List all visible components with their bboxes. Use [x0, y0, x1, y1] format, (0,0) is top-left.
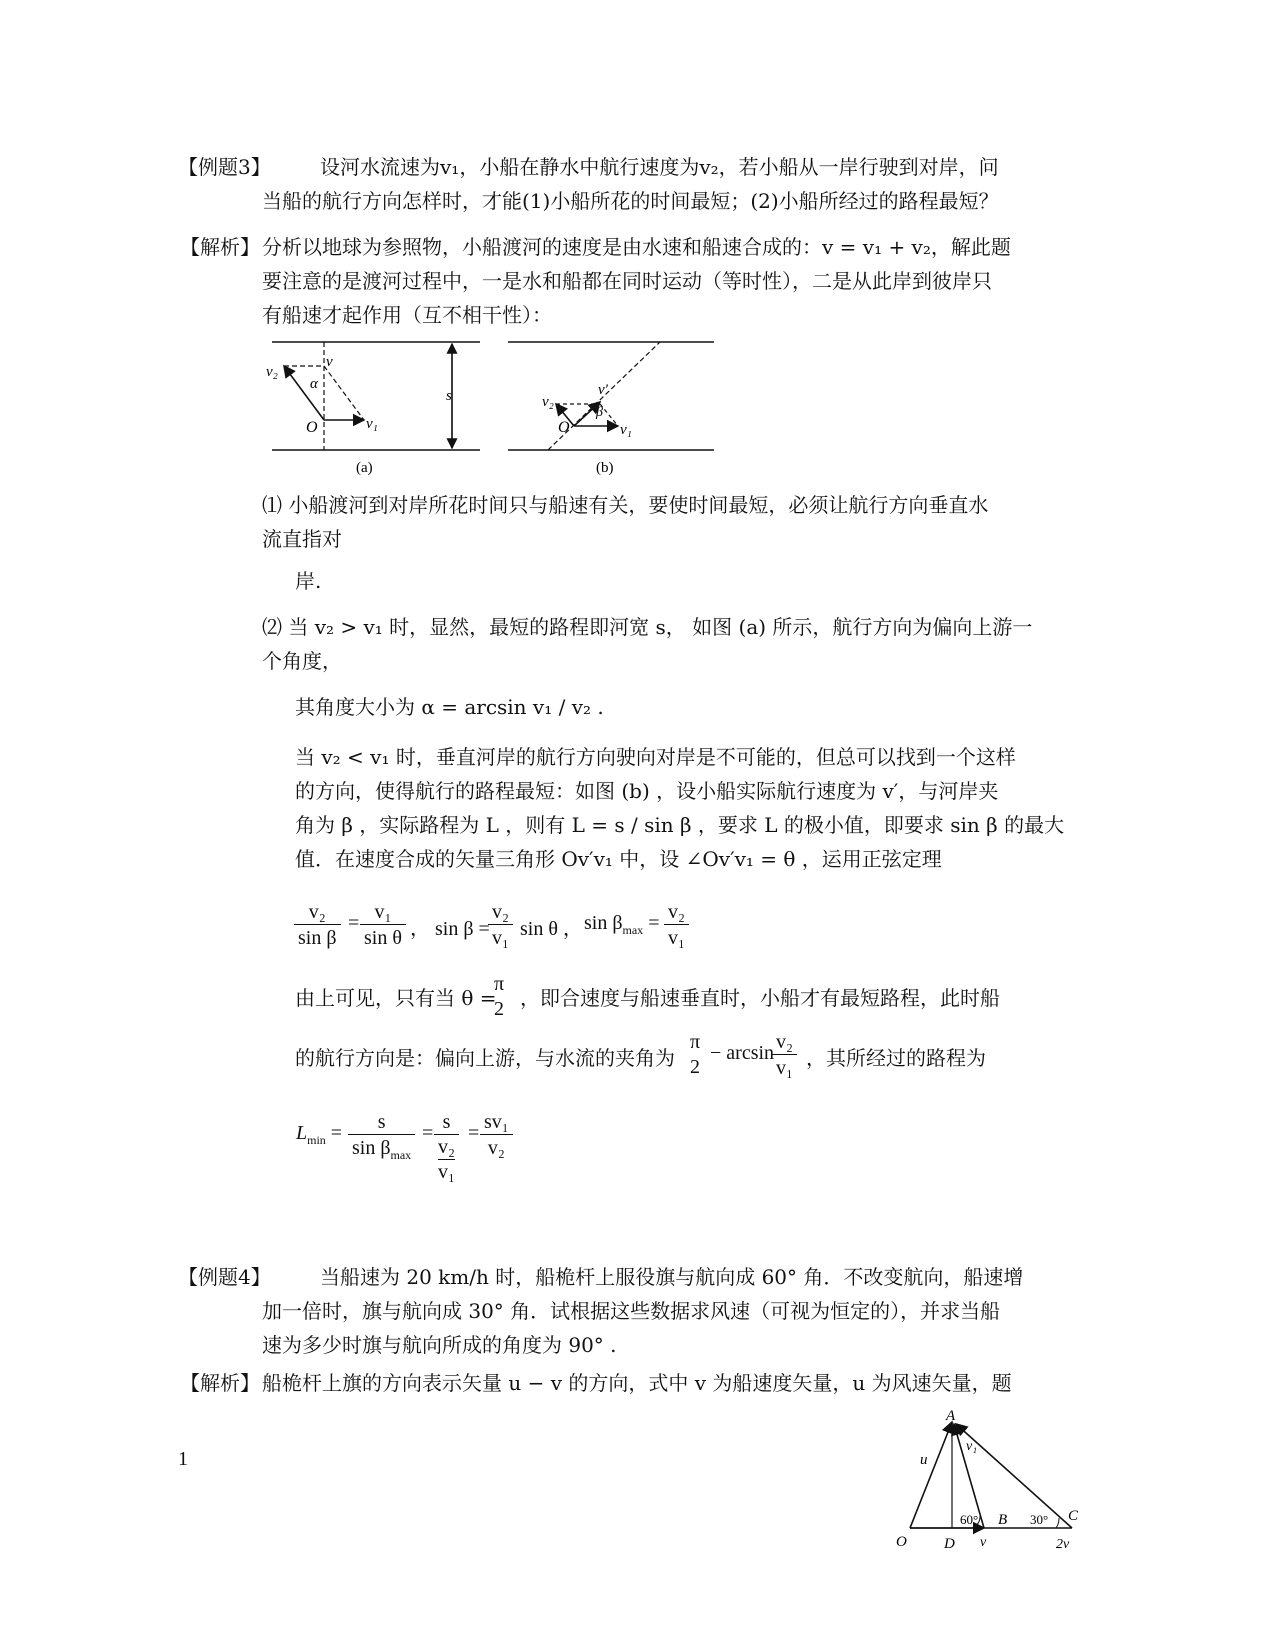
fig-c-angle-30: 30° — [1030, 1512, 1049, 1527]
solution4-line1: 船桅杆上旗的方向表示矢量 u − v 的方向，式中 v 为船速度矢量，u 为风速矢量，题 — [262, 1371, 1012, 1395]
fig-a-caption: (a) — [356, 460, 373, 476]
fig-c-B-label: B — [998, 1512, 1008, 1528]
part1-text: ⑴ 小船渡河到对岸所花时间只与船速有关，要使时间最短，必须让航行方向垂直水 流直指对 — [262, 493, 989, 551]
fig-a-alpha-label: α — [310, 376, 318, 392]
part2-angle: 其角度大小为 α = arcsin v₁ / v₂ . — [295, 695, 604, 719]
fig-b-origin-label: O — [558, 419, 570, 436]
fig-a-s-label: s — [446, 388, 452, 404]
fig-c-2v-label: 2v — [1056, 1537, 1070, 1550]
conclusion-arcsin: − arcsin — [710, 1042, 775, 1064]
conclusion-line1b: ，即合速度与船速垂直时，小船才有最短路程，此时船 — [520, 986, 1000, 1010]
conclusion-pi-half-2: π 2 — [690, 1031, 701, 1078]
fig-c-C-label: C — [1068, 1508, 1079, 1524]
eq1-sin-theta: sin θ ， — [520, 918, 583, 940]
fig-a-origin-label: O — [306, 419, 318, 436]
conclusion-arcsin-fraction: $\frac{\text{v₂}}{\text{v₁}}$ — [772, 1030, 797, 1081]
fig-a-v1-label: v₁ — [366, 416, 378, 432]
fig-b-vprime-label: v′ — [598, 382, 608, 398]
fig-a-v-label: v — [326, 354, 333, 370]
eq1-equals-1: = — [348, 912, 360, 934]
solution3-text: 分析以地球为参照物，小船渡河的速度是由水速和船速合成的：v = v₁ + v₂，解此题 要注意的是渡河过程中，一是水和船都在同时运动（等时性），二是从此岸到彼岸只 有船速才起作用（互不相干性）： — [262, 235, 1011, 327]
conclusion-line2c: ，其所经过的路程为 — [806, 1046, 986, 1070]
conclusion-pi-half: π 2 — [494, 973, 505, 1020]
fig-c-v-label: v — [980, 1535, 987, 1550]
figure-vector-triangle — [888, 1408, 1088, 1550]
solution4-tag: 【解析】 — [180, 1371, 260, 1395]
fig-c-angle-60: 60° — [960, 1512, 979, 1527]
eq1-fraction-2: $\frac{\text{v₁}}{\text{sin θ}}$ — [360, 900, 406, 951]
fig-c-v1-label: v₁ — [966, 1439, 978, 1454]
conclusion-line1a: 由上可见，只有当 θ = — [295, 986, 497, 1010]
figure-b — [500, 332, 730, 482]
figure-a — [262, 332, 492, 482]
fig-b-caption: (b) — [596, 460, 614, 476]
example3-line1: 设河水流速为v₁，小船在静水中航行速度为v₂，若小船从一岸行驶到对岸，问 — [320, 155, 999, 179]
fig-c-O-label: O — [896, 1534, 907, 1550]
example4-rest: 加一倍时，旗与航向成 30° 角．试根据这些数据求风速（可视为恒定的），并求当船 速为多少时旗与航向所成的角度为 90° . — [262, 1299, 1001, 1357]
fig-b-v2-label: v₂ — [542, 394, 554, 410]
fig-a-v2-label: v₂ — [266, 364, 278, 380]
fig-c-A-label: A — [946, 1408, 956, 1424]
eq1-sin-beta-max: $\sin \beta_{max}$ = — [584, 912, 660, 937]
eq2-Lmin: $L_{min}$ = — [296, 1122, 343, 1147]
eq2-equals-3: = — [468, 1122, 480, 1144]
solution3-tag: 【解析】 — [180, 235, 260, 259]
part2-body: 当 v₂ < v₁ 时，垂直河岸的航行方向驶向对岸是不可能的，但总可以找到一个这样 的方向，使得航行的路程最短：如图 (b) ，设小船实际航行速度为 v′，与河岸夹 角为 β ，实际路程为 L ，则有 L = s / sin β ，要求 L 的极小值，即要求 sin β 的最大 值．在速度合成的矢量三角形 Ov′v₁ 中，设 ∠Ov′v₁ = θ ，运用正弦定理 — [295, 745, 1065, 871]
page-number: 1 — [178, 1448, 188, 1470]
part1-line3: 岸. — [295, 569, 322, 593]
fig-b-v1-label: v₁ — [620, 422, 632, 438]
fig-c-u-label: u — [920, 1452, 928, 1468]
example4-tag: 【例题4】 — [178, 1265, 271, 1289]
eq2-equals-2: = — [422, 1122, 434, 1144]
example3-line2: 当船的航行方向怎样时，才能(1)小船所花的时间最短；(2)小船所经过的路程最短？ — [262, 189, 999, 213]
part2-intro: ⑵ 当 v₂ > v₁ 时，显然，最短的路程即河宽 s， 如图 (a) 所示，航行方向为偏向上游一 个角度， — [262, 615, 1033, 673]
eq2-fraction-2: s v₂ v₁ — [434, 1110, 459, 1184]
example4-line1: 当船速为 20 km/h 时，船桅杆上服役旗与航向成 60° 角．不改变航向，船速增 — [320, 1265, 1024, 1289]
example3-tag: 【例题3】 — [178, 155, 271, 179]
eq1-fraction-3: $\frac{\text{v₂}}{\text{v₁}}$ — [488, 900, 513, 951]
conclusion-line2a: 的航行方向是：偏向上游，与水流的夹角为 — [295, 1046, 675, 1070]
fig-b-beta-label: β — [596, 405, 603, 420]
eq1-sin-beta: ， sin β = — [410, 918, 490, 940]
eq2-fraction-3: $\frac{\text{sv₁}}{\text{v₂}}$ — [480, 1110, 513, 1161]
fig-c-D-label: D — [944, 1536, 955, 1550]
eq2-fraction-1: s $\sin \beta_{max}$ — [348, 1110, 415, 1168]
eq1-fraction-1: $\frac{\text{v₂}}{\text{sin β}}$ — [294, 900, 341, 951]
eq1-fraction-4: $\frac{\text{v₂}}{\text{v₁}}$ — [664, 900, 689, 951]
